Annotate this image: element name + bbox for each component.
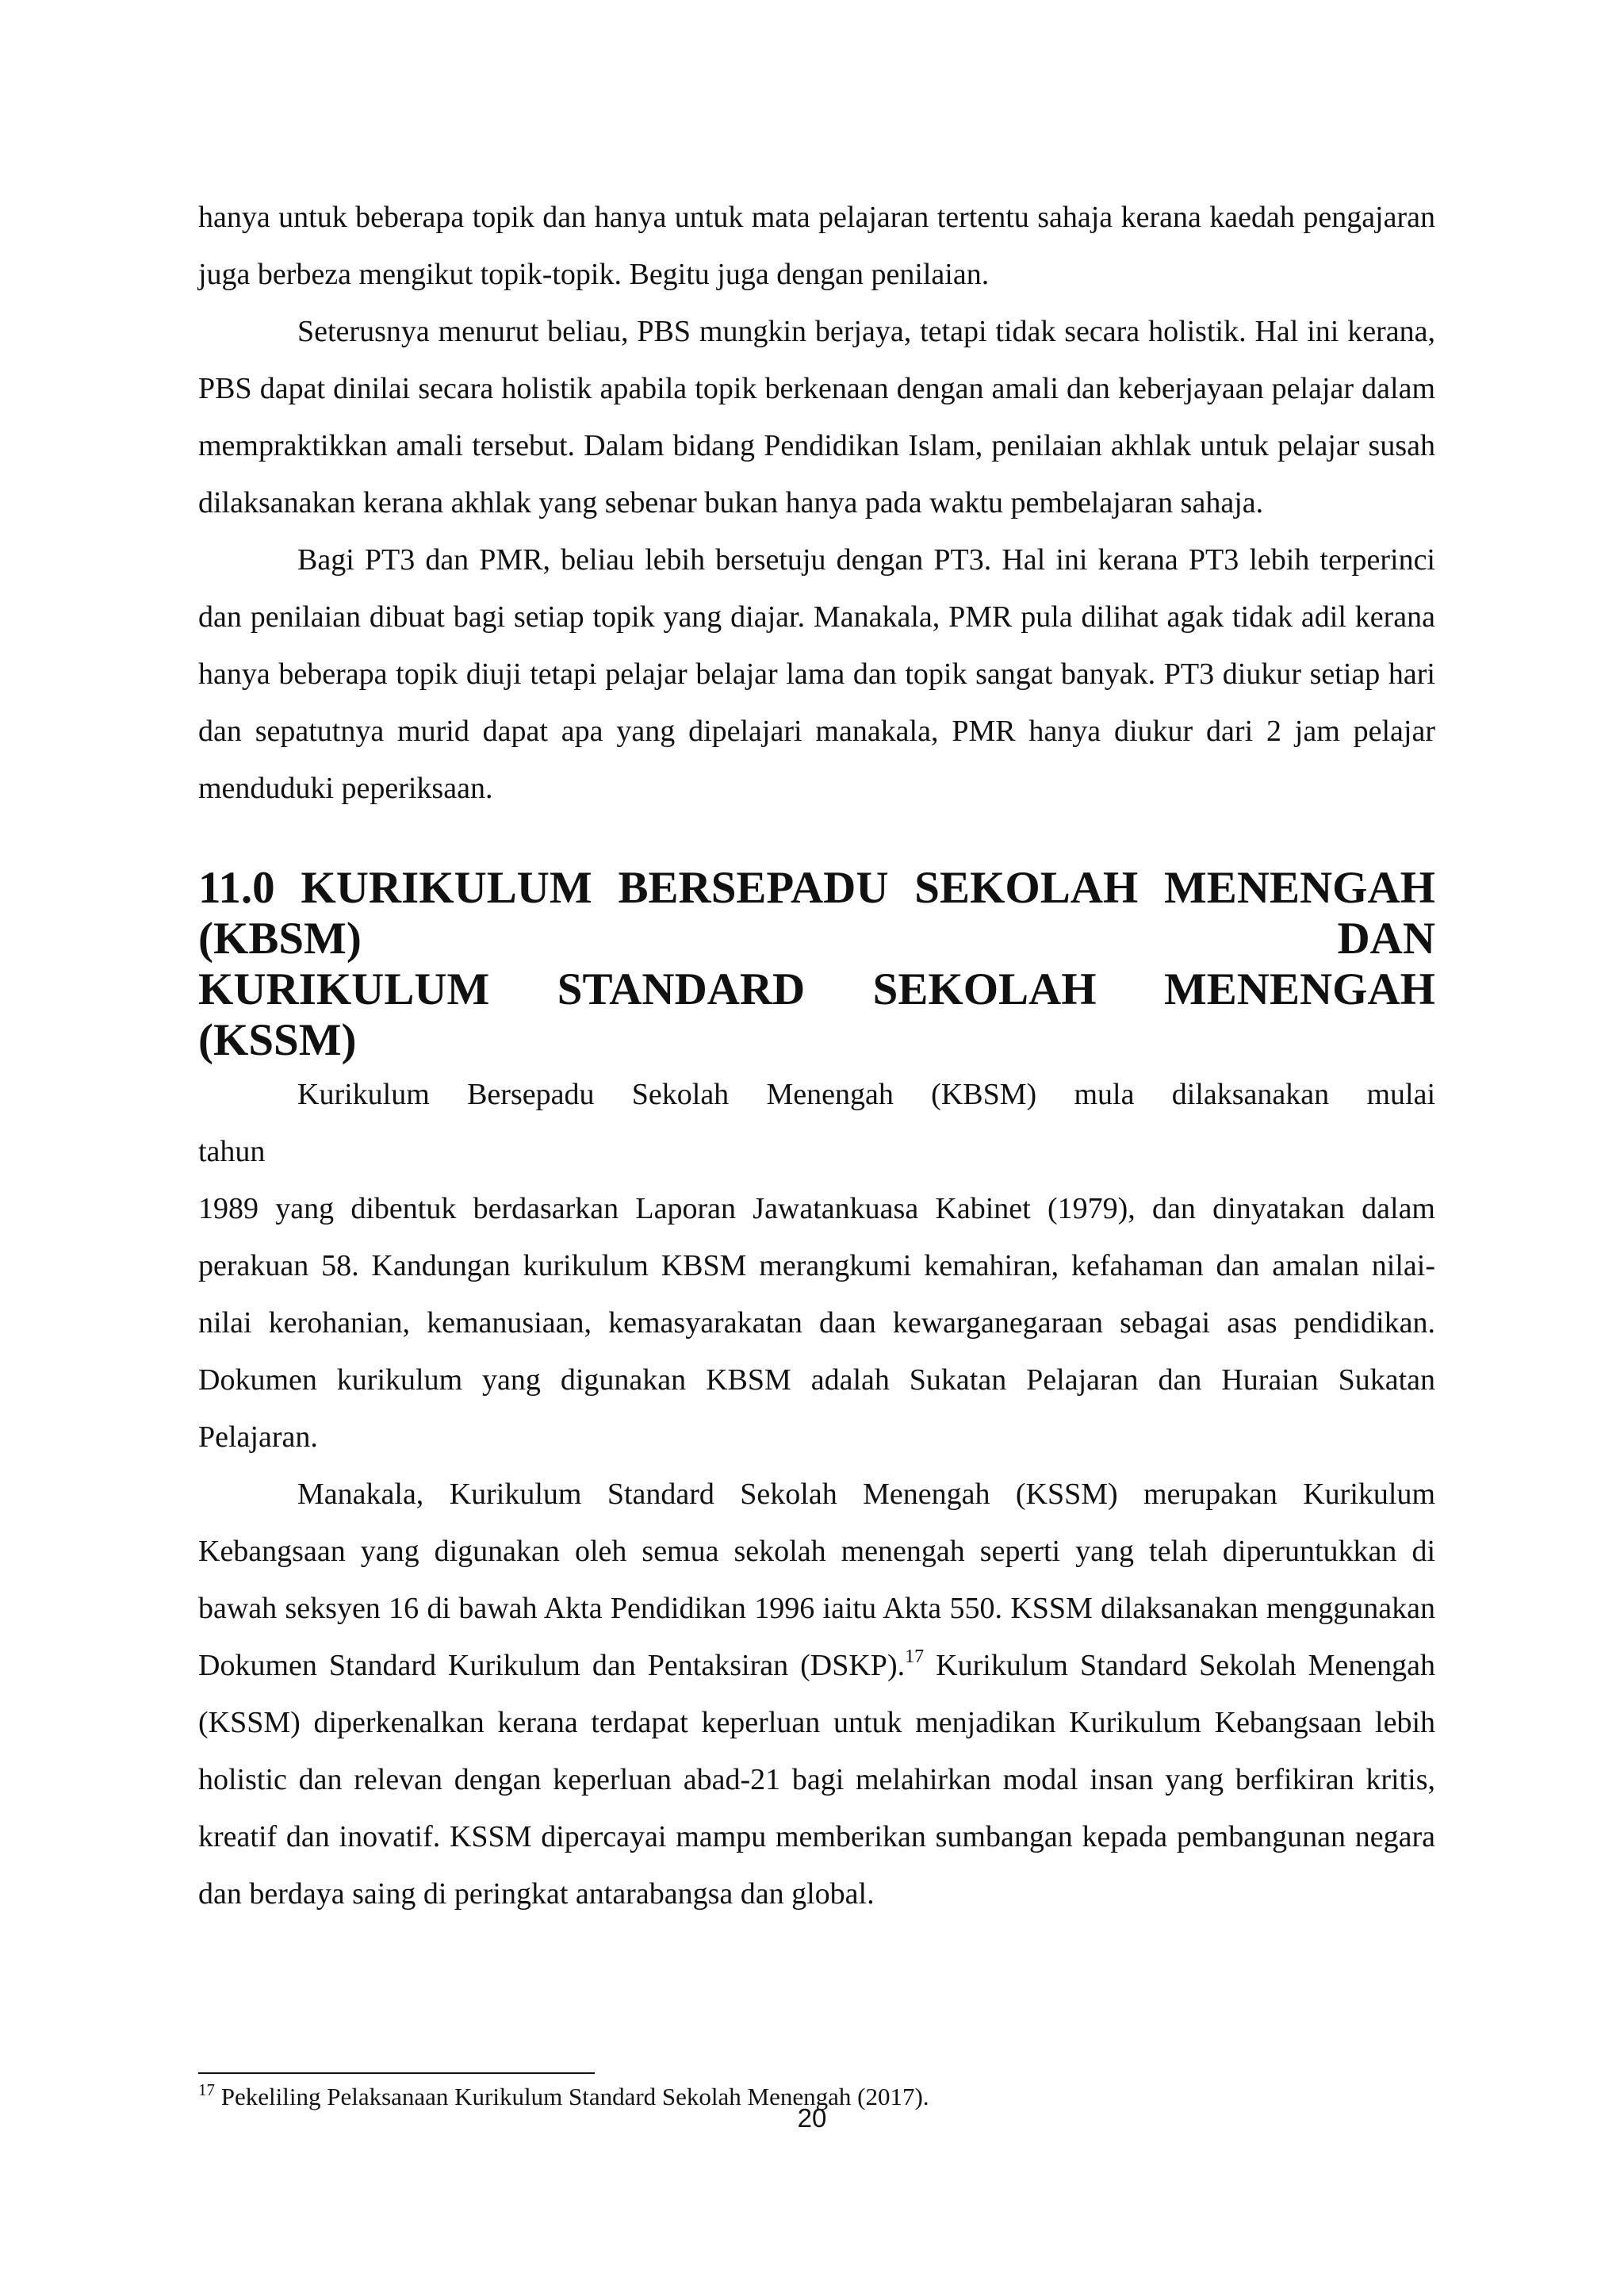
section-heading-line2: KURIKULUM STANDARD SEKOLAH MENENGAH (KSSM) bbox=[198, 964, 1435, 1065]
paragraph-kssm-part1: Manakala, Kurikulum Standard Sekolah Menengah (KSSM) merupakan Kurikulum Kebangsaan yang digunakan oleh semua sekolah menengah seperti yang telah diperuntukkan di bawah seksyen 16 di bawah Akta Pendidikan 1996 iaitu Akta 550. KSSM dilaksanakan menggunakan Dokumen Standard Kurikulum dan Pentaksiran (DSKP). bbox=[198, 1478, 1435, 1682]
paragraph-kbsm-opening: Kurikulum Bersepadu Sekolah Menengah (KBSM) mula dilaksanakan mulai bbox=[297, 1078, 1435, 1111]
paragraph-pbs-holistic: Seterusnya menurut beliau, PBS mungkin berjaya, tetapi tidak secara holistik. Hal ini kerana, PBS dapat dinilai secara holistik apabila topik berkenaan dengan amali dan keberjayaan pelajar dalam mempraktikkan amali tersebut. Dalam bidang Pendidikan Islam, penilaian akhlak untuk pelajar susah dilaksanakan kerana akhlak yang sebenar bukan hanya pada waktu pembelajaran sahaja. bbox=[198, 315, 1435, 519]
paragraph-kssm bbox=[198, 1466, 1435, 1922]
paragraph-kbsm-year-word: tahun bbox=[198, 1135, 266, 1168]
footnote-reference[interactable]: 17 bbox=[905, 1646, 925, 1667]
footnote-text: Pekeliling Pelaksanaan Kurikulum Standard Sekolah Menengah (2017). bbox=[215, 2083, 929, 2110]
document-body bbox=[198, 189, 1435, 1922]
paragraph-kbsm-body: 1989 yang dibentuk berdasarkan Laporan Jawatankuasa Kabinet (1979), dan dinyatakan dalam perakuan 58. Kandungan kurikulum KBSM merangkumi kemahiran, kefahaman dan amalan nilai-nilai kerohanian, kemanusiaan, kemasyarakatan daan kewarganegaraan sebagai asas pendidikan. Dokumen kurikulum yang digunakan KBSM adalah Sukatan Pelajaran dan Huraian Sukatan Pelajaran. bbox=[198, 1192, 1435, 1454]
paragraph-pbs-topics: hanya untuk beberapa topik dan hanya untuk mata pelajaran tertentu sahaja kerana kaedah pengajaran juga berbeza mengikut topik-topik. Begitu juga dengan penilaian. bbox=[198, 201, 1435, 291]
footnote-number: 17 bbox=[198, 2080, 215, 2099]
paragraph-kssm-part2: Kurikulum Standard Sekolah Menengah (KSSM) diperkenalkan kerana terdapat keperluan untuk menjadikan Kurikulum Kebangsaan lebih holistic dan relevan dengan keperluan abad-21 bagi melahirkan modal insan yang berfikiran kritis, kreatif dan inovatif. KSSM dipercayai mampu memberikan sumbangan kepada pembangunan negara dan berdaya saing di peringkat antarabangsa dan global. bbox=[198, 1649, 1435, 1911]
section-heading-line1: 11.0 KURIKULUM BERSEPADU SEKOLAH MENENGAH (KBSM) DAN bbox=[198, 863, 1435, 964]
paragraph-pt3-pmr: Bagi PT3 dan PMR, beliau lebih bersetuju dengan PT3. Hal ini kerana PT3 lebih terperinci dan penilaian dibuat bagi setiap topik yang diajar. Manakala, PMR pula dilihat agak tidak adil kerana hanya beberapa topik diuji tetapi pelajar belajar lama dan topik sangat banyak. PT3 diukur setiap hari dan sepatutnya murid dapat apa yang dipelajari manakala, PMR hanya diukur dari 2 jam pelajar menduduki peperiksaan. bbox=[198, 543, 1435, 805]
section-heading bbox=[198, 863, 1435, 1066]
footnote-separator bbox=[198, 2072, 595, 2074]
page-number: 20 bbox=[797, 2103, 827, 2133]
